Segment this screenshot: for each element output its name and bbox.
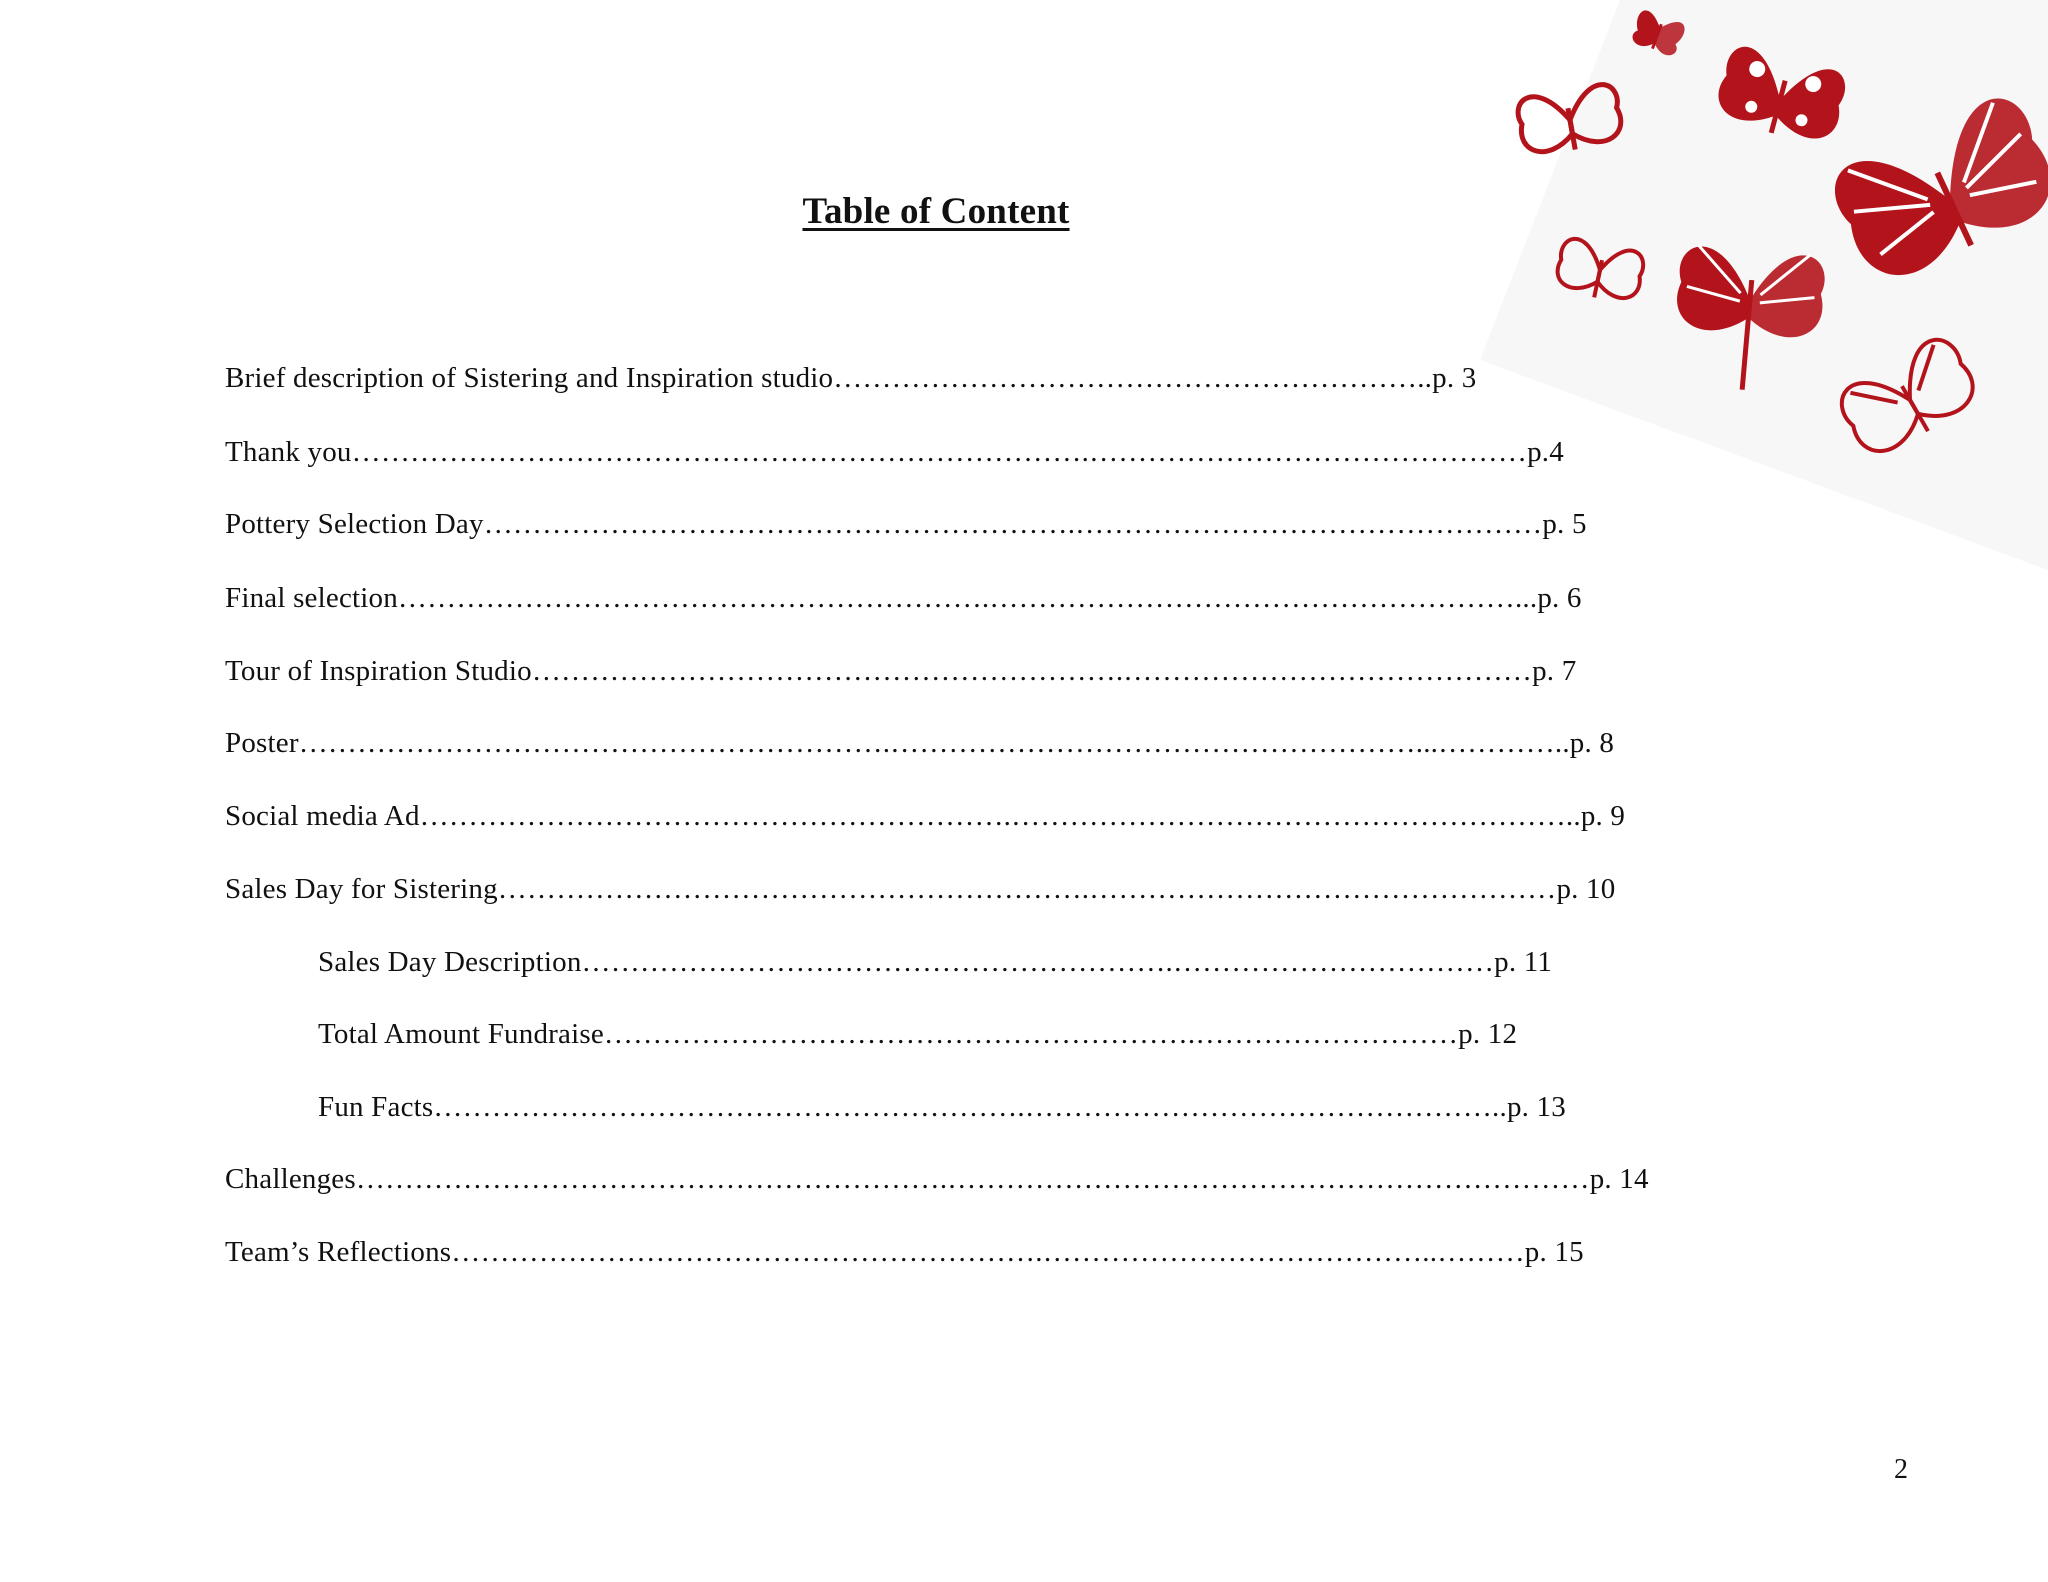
toc-entry: Final selection…………………………………………………….………………………………………………...p. 6 [225,582,1582,614]
toc-entry: Sales Day for Sistering…………………………………………………….…………………………………………p. 10 [225,873,1616,905]
toc-entry: Poster…………………………………………………….………………………………………………...…………..p. 8 [225,727,1615,759]
toc-entry: Thank you………………………………………………………………….………………………………………p.4 [225,436,1564,468]
toc-entry: Social media Ad…………………………………………………….…………………………………………………..p. 9 [225,800,1626,832]
toc-entry: Team’s Reflections…………………………………………………….…………………………………..………p. 15 [225,1236,1584,1268]
butterfly-decoration-image [1480,0,2048,570]
toc-entry: Brief description of Sistering and Inspiration studio……………………………………………………..p. 3 [225,362,1477,394]
page-number: 2 [1894,1454,1908,1485]
toc-entry: Challenges…………………………………………………….…………………………………………………………p. 14 [225,1163,1649,1195]
toc-entry: Fun Facts…………………………………………………….…………………………………………..p. 13 [318,1091,1566,1123]
toc-entry: Tour of Inspiration Studio…………………………………………………….……………………………………p. 7 [225,655,1577,687]
page-title: Table of Content [802,191,1070,232]
toc-entry: Sales Day Description…………………………………………………….……………………………p. 11 [318,946,1553,978]
toc-entry: Total Amount Fundraise…………………………………………………….………………………p. 12 [318,1018,1518,1050]
toc-entry: Pottery Selection Day…………………………………………………….…………………………………………p. 5 [225,508,1587,540]
